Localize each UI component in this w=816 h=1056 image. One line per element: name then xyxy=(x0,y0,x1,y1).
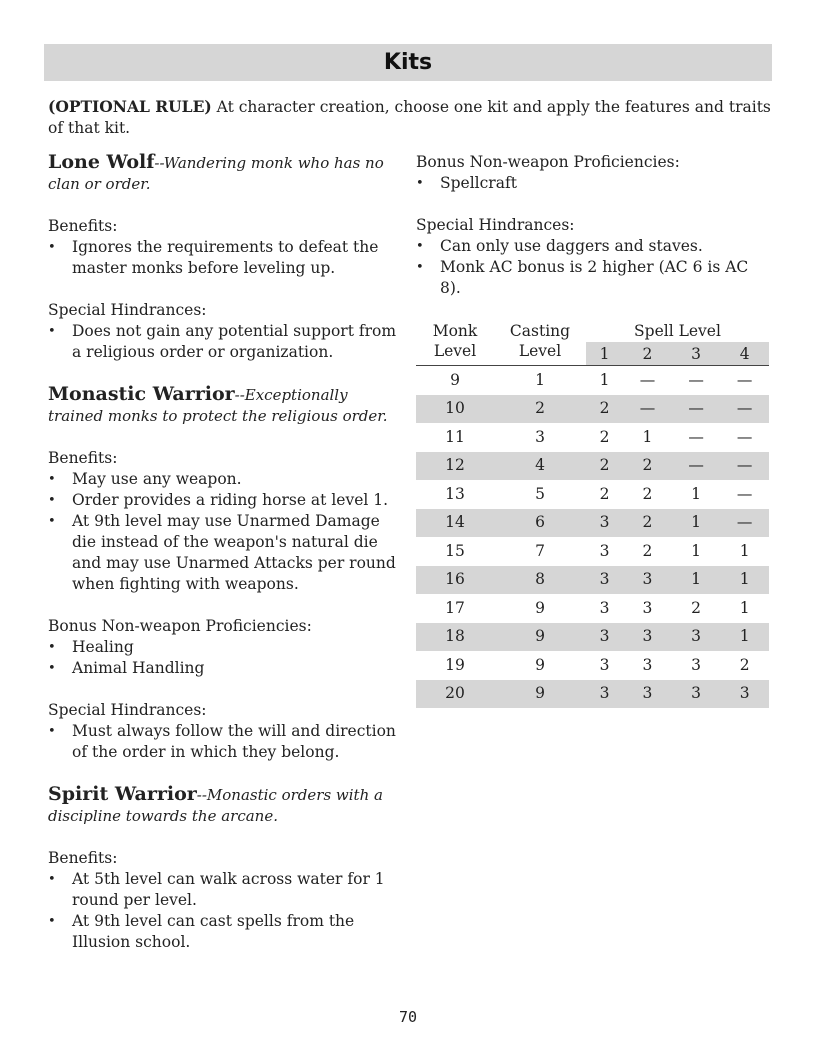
bullet-list xyxy=(48,321,404,363)
table-cell: 15 xyxy=(445,541,465,560)
table-cell: 3 xyxy=(586,509,623,538)
table-cell: — xyxy=(720,452,769,481)
kit-section xyxy=(416,152,772,194)
table-cell: 2 xyxy=(642,484,653,503)
table-cell: 9 xyxy=(535,655,545,674)
bullet-list xyxy=(48,637,404,679)
table-row xyxy=(416,566,769,595)
table-cell: 3 xyxy=(691,655,701,674)
table-cell: 1 xyxy=(672,566,721,595)
table-row xyxy=(416,651,769,680)
page-title: Kits xyxy=(383,50,433,75)
table-cell: — xyxy=(672,452,721,481)
section-label: Special Hindrances: xyxy=(48,701,207,719)
section-label: Benefits: xyxy=(48,849,118,867)
bullet-item: • May use any weapon. xyxy=(48,469,404,490)
bullet-list xyxy=(416,173,772,194)
kit-description: --Monastic orders with a discipline towards the arcane. xyxy=(48,786,383,825)
table-cell: 3 xyxy=(535,427,545,446)
table-cell: 16 xyxy=(416,566,494,595)
optional-rule-label: (OPTIONAL RULE) xyxy=(48,97,212,116)
kit-block xyxy=(48,152,404,363)
kit-heading xyxy=(48,384,404,427)
bullet-item: • Must always follow the will and direction of the order in which they belong. xyxy=(48,721,404,763)
table-cell: 3 xyxy=(623,680,672,709)
table-cell: 1 xyxy=(720,566,769,595)
kit-section xyxy=(48,300,404,363)
section-label: Bonus Non-weapon Proficiencies: xyxy=(416,153,680,171)
intro-paragraph xyxy=(48,96,772,139)
kit-name: Lone Wolf xyxy=(48,151,155,173)
table-cell: 1 xyxy=(642,427,653,446)
table-cell: 1 xyxy=(720,623,769,652)
table-row xyxy=(416,680,769,709)
table-cell: 1 xyxy=(599,370,610,389)
table-cell: 9 xyxy=(450,370,460,389)
table-row xyxy=(416,423,769,452)
table-cell: 3 xyxy=(672,623,721,652)
bullet-item: • At 5th level can walk across water for 1 round per level. xyxy=(48,869,404,911)
bullet-list xyxy=(416,236,772,299)
table-row xyxy=(416,537,769,566)
kit-name: Spirit Warrior xyxy=(48,783,197,805)
table-cell: 17 xyxy=(445,598,465,617)
section-label: Benefits: xyxy=(48,217,118,235)
bullet-item: • Can only use daggers and staves. xyxy=(416,236,772,257)
table-cell: — xyxy=(720,395,769,424)
table-cell: 1 xyxy=(739,598,750,617)
table-cell: 3 xyxy=(586,623,623,652)
section-label: Special Hindrances: xyxy=(48,301,207,319)
header-monk-level: Monk Level xyxy=(416,320,494,366)
table-cell: — xyxy=(688,427,704,446)
table-row xyxy=(416,594,769,623)
table-cell: 2 xyxy=(599,427,610,446)
bullet-item: • At 9th level may use Unarmed Damage die instead of the weapon's natural die and may use Unarmed Attacks per round when fighting with weapons. xyxy=(48,511,404,595)
table-cell: 9 xyxy=(494,680,586,709)
table-cell: 18 xyxy=(416,623,494,652)
table-cell: 11 xyxy=(445,427,465,446)
table-cell: 19 xyxy=(445,655,465,674)
kit-description: --Exceptionally trained monks to protect the religious order. xyxy=(48,386,388,425)
table-cell: — xyxy=(720,509,769,538)
bullet-list xyxy=(48,721,404,763)
kit-block xyxy=(48,384,404,763)
table-cell: 3 xyxy=(599,655,610,674)
table-cell: 4 xyxy=(494,452,586,481)
kit-heading xyxy=(48,784,404,827)
table-cell: 3 xyxy=(720,680,769,709)
table-cell: 1 xyxy=(739,541,750,560)
table-cell: 3 xyxy=(642,598,653,617)
table-cell: 1 xyxy=(691,541,701,560)
bullet-item: • Spellcraft xyxy=(416,173,772,194)
left-column xyxy=(48,152,404,974)
table-cell: 2 xyxy=(691,598,701,617)
table-cell: 2 xyxy=(642,541,653,560)
kit-description: --Wandering monk who has no clan or order. xyxy=(48,154,384,193)
table-cell: 2 xyxy=(739,655,750,674)
section-label: Special Hindrances: xyxy=(416,216,575,234)
bullet-list xyxy=(48,237,404,279)
section-label: Bonus Non-weapon Proficiencies: xyxy=(48,617,312,635)
page-number: 70 xyxy=(398,1008,418,1026)
bullet-list xyxy=(48,469,404,595)
table-cell: 8 xyxy=(494,566,586,595)
bullet-item: • Order provides a riding horse at level 1. xyxy=(48,490,404,511)
bullet-item: • At 9th level can cast spells from the Illusion school. xyxy=(48,911,404,953)
bullet-item: • Does not gain any potential support from a religious order or organization. xyxy=(48,321,404,363)
table-cell: 9 xyxy=(494,623,586,652)
table-cell: 1 xyxy=(535,370,545,389)
table-cell: 3 xyxy=(672,680,721,709)
kit-name: Monastic Warrior xyxy=(48,383,235,405)
table-cell: 3 xyxy=(599,598,610,617)
table-cell: 12 xyxy=(416,452,494,481)
table-cell: — xyxy=(623,395,672,424)
table-cell: — xyxy=(736,484,753,503)
table-cell: 2 xyxy=(494,395,586,424)
spell-progression-table xyxy=(416,320,769,708)
table-cell: 6 xyxy=(494,509,586,538)
kit-section xyxy=(416,215,772,299)
header-spell-level-1: 1 xyxy=(586,342,623,365)
table-cell: 3 xyxy=(599,541,610,560)
kit-block xyxy=(48,784,404,953)
table-cell: 5 xyxy=(535,484,545,503)
kit-section xyxy=(48,616,404,679)
bullet-list xyxy=(48,869,404,953)
table-cell: 2 xyxy=(586,395,623,424)
table-cell: 2 xyxy=(623,452,672,481)
bullet-item: • Ignores the requirements to defeat the master monks before leveling up. xyxy=(48,237,404,279)
table-cell: 3 xyxy=(623,623,672,652)
bullet-item: • Monk AC bonus is 2 higher (AC 6 is AC 8). xyxy=(416,257,772,299)
table-cell: 7 xyxy=(535,541,545,560)
page-title-bar xyxy=(44,44,772,81)
table-cell: 2 xyxy=(586,452,623,481)
header-spell-level-3: 3 xyxy=(672,342,721,365)
kit-heading xyxy=(48,152,404,195)
table-cell: 3 xyxy=(586,680,623,709)
table-cell: 3 xyxy=(623,566,672,595)
table-cell: 10 xyxy=(416,395,494,424)
bullet-item: • Animal Handling xyxy=(48,658,404,679)
table-cell: 14 xyxy=(416,509,494,538)
table-cell: — xyxy=(688,370,704,389)
table-cell: 2 xyxy=(599,484,610,503)
table-cell: 20 xyxy=(416,680,494,709)
header-casting-level: Casting Level xyxy=(494,320,586,366)
kit-section xyxy=(48,216,404,279)
header-spell-level-4: 4 xyxy=(720,342,769,365)
header-spell-level: Spell Level xyxy=(634,322,721,341)
right-column xyxy=(416,152,772,708)
table-cell: 2 xyxy=(623,509,672,538)
table-cell: — xyxy=(736,427,753,446)
table-cell: 1 xyxy=(672,509,721,538)
table-cell: — xyxy=(736,370,753,389)
intro-text: At character creation, choose one kit and apply the features and traits of that kit. xyxy=(48,98,771,137)
table-row xyxy=(416,509,769,538)
table-row xyxy=(416,623,769,652)
header-spell-level-2: 2 xyxy=(623,342,672,365)
table-cell: — xyxy=(672,395,721,424)
table-cell: 3 xyxy=(586,566,623,595)
kit-section xyxy=(48,700,404,763)
table-cell: 3 xyxy=(642,655,653,674)
table-cell: 9 xyxy=(535,598,545,617)
table-cell: 1 xyxy=(691,484,701,503)
table-row xyxy=(416,366,769,395)
section-label: Benefits: xyxy=(48,449,118,467)
kit-section xyxy=(48,848,404,953)
table-cell: 13 xyxy=(445,484,465,503)
table-row xyxy=(416,452,769,481)
kit-section xyxy=(48,448,404,595)
table-cell: — xyxy=(639,370,656,389)
bullet-item: • Healing xyxy=(48,637,404,658)
table-row xyxy=(416,395,769,424)
table-row xyxy=(416,480,769,509)
